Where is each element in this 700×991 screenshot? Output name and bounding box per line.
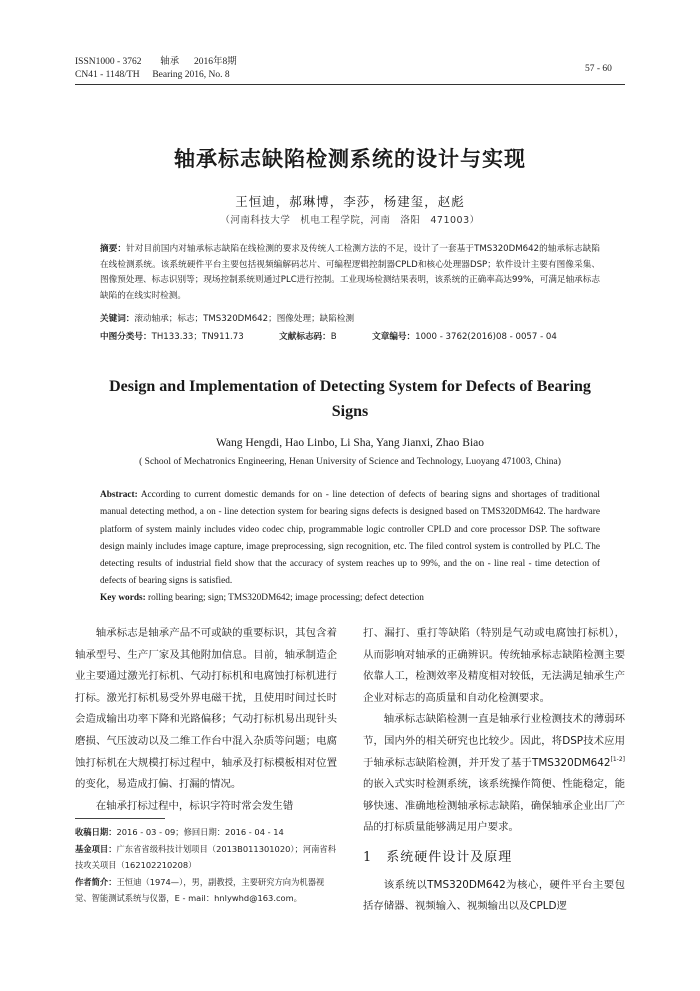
abstract-en-text: According to current domestic demands for on - line detection of defects of bearing signs and shortages of traditional manual detecting method, a on - line detection system for bearing signs defects is designed based on TMS320DM642. The hardware platform of system mainly includes video codec chip, programmable logic controller CPLD and core processor DSP. The software design mainly includes image capture, image preprocessing, sign recognition, etc. The filed control system is controlled by PLC. The detecting results of industrial field show that the accuracy of system reaches up to 99%, and the on - line real - time detection of defects of bearing signs is satisfied. (100, 490, 601, 587)
issue-en: Bearing 2016, No. 8 (152, 70, 230, 80)
section-heading (363, 847, 625, 869)
abstract-cn-text: 针对目前国内对轴承标志缺陷在线检测的要求及传统人工检测方法的不足，设计了一套基于TMS320DM642的轴承标志缺陷在线检测系统。该系统硬件平台主要包括视频编解码芯片、可编程逻辑控制器CPLD和核心处理器DSP；软件设计主要有图像采集、图像预处理、标志识别等；现场控制系统则通过PLC进行控制。工业现场检测结果表明，该系统的正确率高达99%，可满足轴承标志缺陷的在线实时检测。 (100, 244, 600, 301)
received-label: 收稿日期： (75, 827, 117, 837)
abstract-en (100, 487, 600, 591)
body-paragraph: 在轴承打标过程中，标识字符时常会发生错 (95, 799, 294, 812)
body-text: 的嵌入式实时检测系统，该系统操作简便、性能稳定，能够快速、准确地检测轴承标志缺陷，确保轴承企业出厂产品的打标质量能够满足用户要求。 (363, 778, 625, 834)
authors-cn: 王恒迪，郝琳博，李莎，杨建玺，赵彪 (235, 194, 465, 209)
received-dates: 2016 - 03 - 09；修回日期：2016 - 04 - 14 (116, 827, 284, 837)
abstract-cn (100, 242, 600, 304)
keywords-cn (100, 312, 600, 328)
section-title: 系统硬件设计及原理 (386, 849, 513, 865)
body-paragraph (363, 709, 625, 839)
bio-text: 王恒迪（1974—），男，副教授，主要研究方向为机器视觉、智能测试系统与仪器，E - mail：hnlywhd@163.com。 (75, 876, 325, 903)
page-range: 57 - 60 (585, 64, 612, 74)
body-column-right (363, 623, 625, 918)
affiliation-en: ( School of Mechatronics Engineering, Henan University of Science and Technology, Luoyang 471003, China) (139, 457, 561, 467)
footnote-rule (75, 818, 165, 819)
keywords-en-text: rolling bearing; sign; TMS320DM642; image processing; defect detection (148, 593, 424, 603)
body-column-left (75, 623, 337, 817)
section-number: 1 (363, 849, 373, 865)
journal-header (75, 56, 237, 82)
authors-en: Wang Hengdi, Hao Linbo, Li Sha, Yang Jianxi, Zhao Biao (215, 437, 484, 449)
issn: ISSN1000 - 3762 (75, 57, 142, 67)
body-paragraph: 轴承标志是轴承产品不可或缺的重要标识，其包含着轴承型号、生产厂家及其他附加信息。目前，轴承制造企业主要通过激光打标机、气动打标机和电腐蚀打标机进行打标。激光打标机易受外界电磁干扰，且使用时间过长时会造成输出功率下降和光路偏移；气动打标机易出现针头磨损、气压波动以及二维工作台中混入杂质等问题；电腐蚀打标机在大规模打标过程中，轴承及打标模板相对位置的变化，易造成打偏、打漏的情况。 (75, 627, 337, 791)
issue-cn: 2016年8期 (194, 57, 237, 67)
doc-code-value: B (330, 332, 337, 342)
keywords-cn-text: 滚动轴承；标志；TMS320DM642；图像处理；缺陷检测 (134, 314, 355, 324)
doc-code-label: 文献标志码： (279, 332, 331, 342)
affiliation-cn: （河南科技大学 机电工程学院，河南 洛阳 471003） (220, 215, 480, 226)
cn-code: CN41 - 1148/TH (75, 70, 140, 80)
bio-label: 作者简介： (75, 876, 117, 887)
clc-value: TH133.33；TN911.73 (151, 332, 244, 342)
clc-label: 中图分类号： (100, 332, 152, 342)
header-rule (75, 84, 625, 85)
paper-title-en: Design and Implementation of Detecting System for Defects of Bearing Signs (109, 378, 591, 420)
body-text: 轴承标志缺陷检测一直是轴承行业检测技术的薄弱环节，国内外的相关研究也比较少。因此，将DSP技术应用于轴承标志缺陷检测，并开发了基于TMS320DM642 (363, 713, 625, 769)
body-paragraph: 该系统以TMS320DM642为核心，硬件平台主要包括存储器、视频输入、视频输出以及CPLD逻 (363, 878, 625, 913)
abstract-en-label: Abstract: (100, 490, 138, 500)
classification-line (100, 330, 600, 346)
footnote (75, 824, 337, 907)
keywords-cn-label: 关键词： (100, 314, 135, 324)
article-no-value: 1000 - 3762(2016)08 - 0057 - 04 (415, 332, 557, 342)
article-no-label: 文章编号： (372, 332, 416, 342)
citation-ref: [1-2] (610, 755, 625, 763)
keywords-en-label: Key words: (100, 593, 146, 603)
abstract-cn-label: 摘要： (100, 244, 127, 254)
keywords-en (100, 590, 600, 606)
fund-label: 基金项目： (75, 843, 117, 854)
journal-name-cn: 轴承 (160, 57, 180, 67)
fund-text: 广东省省级科技计划项目（2013B011301020）；河南省科技攻关项目（162102210208） (75, 843, 337, 870)
body-paragraph: 打、漏打、重打等缺陷（特别是气动或电腐蚀打标机），从而影响对轴承的正确辨识。传统轴承标志缺陷检测主要依靠人工，检测效率及精度相对较低，无法满足轴承生产企业对标志的高质量和自动化检测要求。 (363, 627, 625, 704)
paper-title-cn: 轴承标志缺陷检测系统的设计与实现 (174, 146, 526, 171)
